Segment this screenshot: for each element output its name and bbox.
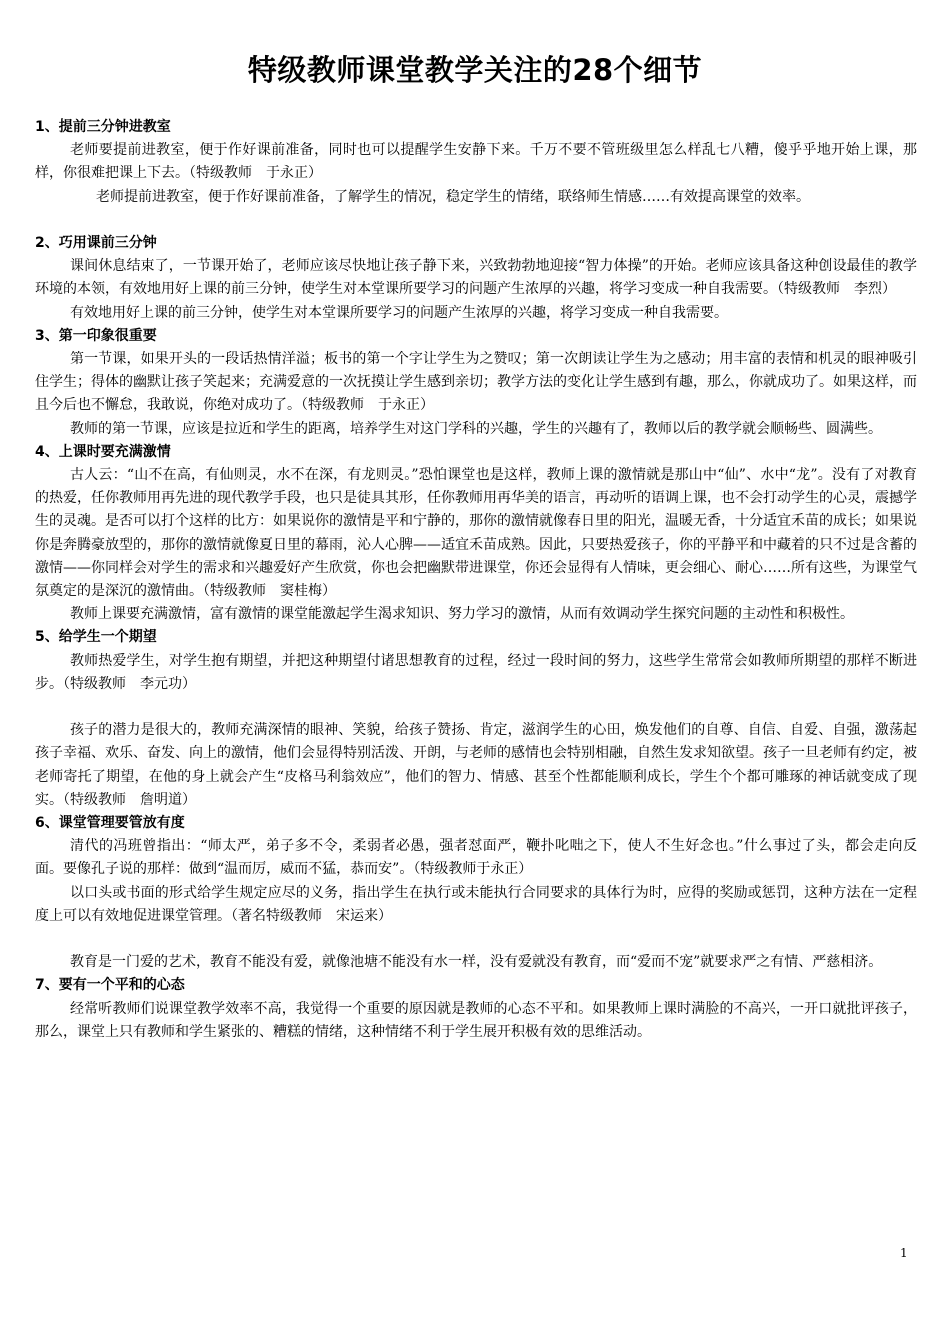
document-body [35,116,917,1044]
paragraph: 老师要提前进教室，便于作好课前准备，同时也可以提醒学生安静下来。千万不要不管班级里怎么样乱七八糟，傻乎乎地开始上课，那样，你很难把课上下去。（特级教师 于永正） [35,142,917,182]
paragraph: 教师的第一节课，应该是拉近和学生的距离，培养学生对这门学科的兴趣，学生的兴趣有了，教师以后的教学就会顺畅些、圆满些。 [70,420,882,437]
paragraph: 课间休息结束了，一节课开始了，老师应该尽快地让孩子静下来，兴致勃勃地迎接“智力体操”的开始。老师应该具备这种创设最佳的教学环境的本领，有效地用好上课的前三分钟，使学生对本堂课所要学习的问题产生浓厚的兴趣，将学习变成一种自我需要。（特级教师 李烈） [35,258,917,298]
paragraph: 教育是一门爱的艺术，教育不能没有爱，就像池塘不能没有水一样，没有爱就没有教育，而“爱而不宠”就要求严之有情、严慈相济。 [70,954,883,971]
page-number: 1 [900,1246,908,1260]
paragraph: 古人云：“山不在高，有仙则灵，水不在深，有龙则灵。”恐怕课堂也是这样，教师上课的激情就是那山中“仙”、水中“龙”。没有了对教育的热爱，任你教师用再先进的现代教学手段，也只是徒具其形，任你教师用再华美的语言，再动听的语调上课，也不会打动学生的心灵，震撼学生的灵魂。是否可以打个这样的比方：如果说你的激情是平和宁静的，那你的激情就像春日里的阳光，温暖无香，十分适宜禾苗的成长；如果说你是奔腾豪放型的，那你的激情就像夏日里的幕雨，沁人心脾——适宜禾苗成熟。因此，只要热爱孩子，你的平静平和中藏着的只不过是含蓄的激情——你同样会对学生的需求和兴趣爱好产生欣赏，你也会把幽默带进课堂，你还会显得有人情味，更会细心、耐心……所有这些，为课堂气氛奠定的是深沉的激情曲。（特级教师 窦桂梅） [35,466,917,599]
paragraph: 老师提前进教室，便于作好课前准备，了解学生的情况，稳定学生的情绪，联络师生情感……有效提高课堂的效率。 [96,188,810,205]
paragraph: 清代的冯班曾指出：“师太严，弟子多不令，柔弱者必愚，强者怼面严，鞭扑叱咄之下，使人不生好念也。”什么事过了头，都会走向反面。要像孔子说的那样：做到“温而厉，威而不猛，恭而安”。（特级教师于永正） [35,838,917,878]
paragraph: 以口头或书面的形式给学生规定应尽的义务，指出学生在执行或未能执行合同要求的具体行为时，应得的奖励或惩罚，这种方法在一定程度上可以有效地促进课堂管理。（著名特级教师 宋运来） [35,884,917,924]
paragraph: 孩子的潜力是很大的，教师充满深情的眼神、笑貌，给孩子赞扬、肯定，滋润学生的心田，焕发他们的自尊、自信、自爱、自强，激荡起孩子幸福、欢乐、奋发、向上的激情，他们会显得特别活泼、开朗，与老师的感情也会特别相融，自然生发求知欲望。孩子一旦老师有约定，被老师寄托了期望，在他的身上就会产生“皮格马利翁效应”，他们的智力、情感、甚至个性都能顺利成长，学生个个都可雕琢的神话就变成了现实。（特级教师 詹明道） [35,722,917,808]
blank-line [35,209,917,232]
paragraph: 教师上课要充满激情，富有激情的课堂能激起学生渴求知识、努力学习的激情，从而有效调动学生探究问题的主动性和积极性。 [70,606,854,623]
section-heading: 6、课堂管理要管放有度 [35,814,185,831]
document-title: 特级教师课堂教学关注的28个细节 [247,53,703,87]
blank-line [35,928,917,951]
paragraph: 经常听教师们说课堂教学效率不高，我觉得一个重要的原因就是教师的心态不平和。如果教师上课时满脸的不高兴，一开口就批评孩子，那么，课堂上只有教师和学生紧张的、糟糕的情绪，这种情绪不利于学生展开积极有效的思维活动。 [35,1000,917,1040]
section-heading: 4、上课时要充满激情 [35,443,171,460]
section-heading: 1、提前三分钟进教室 [35,119,171,135]
paragraph: 有效地用好上课的前三分钟，使学生对本堂课所要学习的问题产生浓厚的兴趣，将学习变成一种自我需要。 [70,304,728,321]
section-heading: 3、第一印象很重要 [35,327,157,344]
section-heading: 2、巧用课前三分钟 [35,234,157,251]
paragraph: 教师热爱学生，对学生抱有期望，并把这种期望付诸思想教育的过程，经过一段时间的努力，这些学生常常会如教师所期望的那样不断进步。（特级教师 李元功） [35,652,917,692]
section-heading: 7、要有一个平和的心态 [35,977,185,994]
blank-line [35,696,917,719]
paragraph: 第一节课，如果开头的一段话热情洋溢；板书的第一个字让学生为之赞叹；第一次朗读让学生为之感动；用丰富的表情和机灵的眼神吸引住学生；得体的幽默让孩子笑起来；充满爱意的一次抚摸让学生感到亲切；教学方法的变化让学生感到有趣，那么，你就成功了。如果这样，而且今后也不懈怠，我敢说，你绝对成功了。（特级教师 于永正） [35,350,917,414]
section-heading: 5、给学生一个期望 [35,629,157,646]
